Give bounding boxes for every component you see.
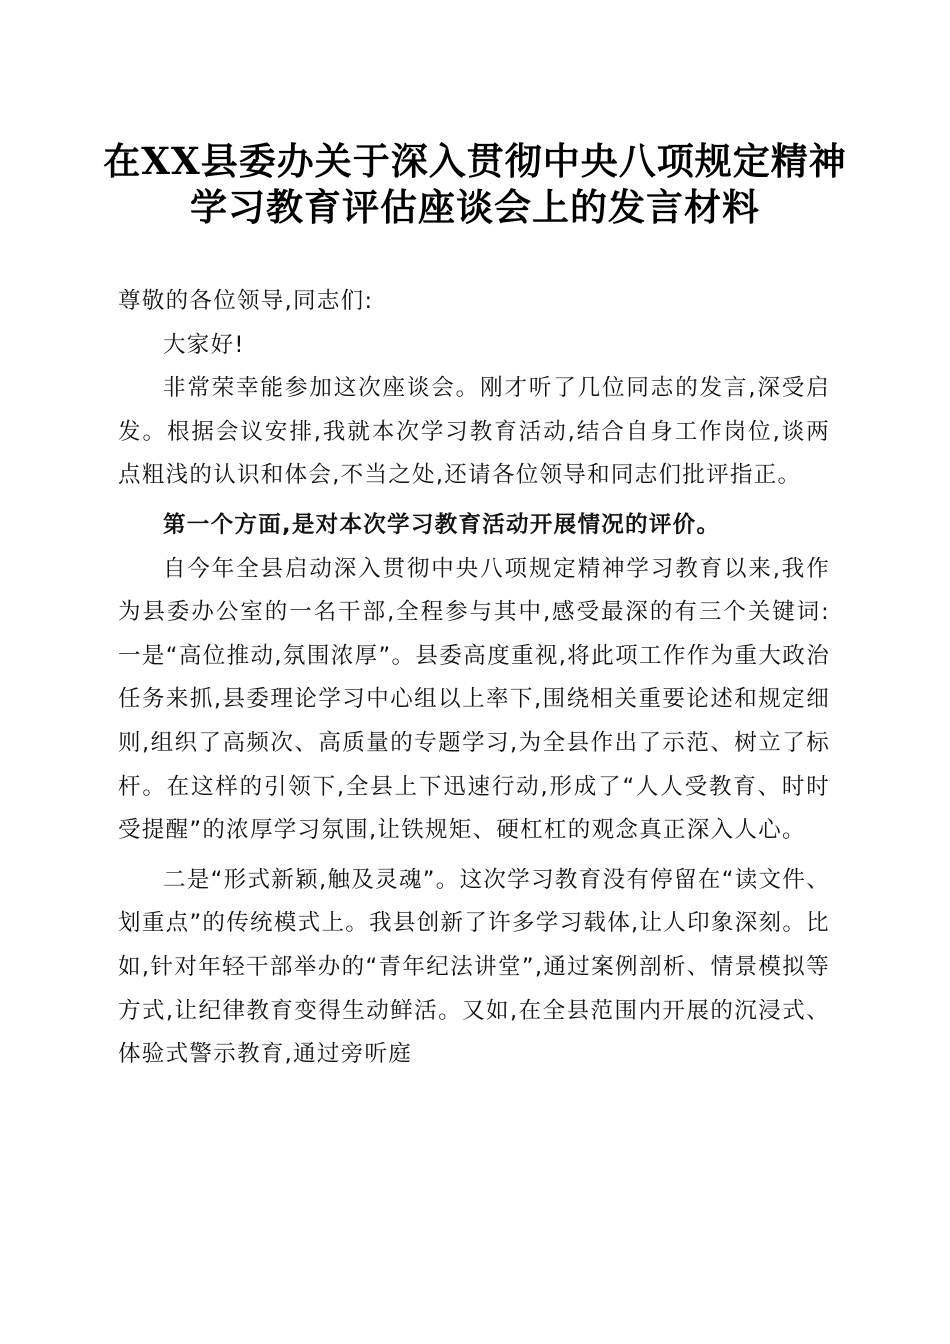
- paragraph-intro: 非常荣幸能参加这次座谈会。刚才听了几位同志的发言,深受启发。根据会议安排,我就本次学习教育活动,结合自身工作岗位,谈两点粗浅的认识和体会,不当之处,还请各位领导和同志们批评指正。: [118, 375, 830, 489]
- title-line-1: 在XX县委办关于深入贯彻中央八项规定精神: [103, 139, 847, 183]
- title-line-2: 学习教育评估座谈会上的发言材料: [190, 185, 760, 229]
- document-body: [118, 280, 830, 1077]
- greeting: 大家好!: [163, 331, 245, 358]
- document-title: [60, 138, 890, 230]
- salutation: 尊敬的各位领导,同志们:: [118, 288, 374, 314]
- section-heading-first-aspect: 第一个方面,是对本次学习教育活动开展情况的评价。: [163, 511, 721, 538]
- paragraph-keyword-two: 二是“形式新颖,触及灵魂”。这次学习教育没有停留在“读文件、划重点”的传统模式上。我县创新了许多学习载体,让人印象深刻。比如,针对年轻干部举办的“青年纪法讲堂”,通过案例剖析、情景模拟等方式,让纪律教育变得生动鲜活。又如,在全县范围内开展的沉浸式、体验式警示教育,通过旁听庭: [118, 866, 830, 1068]
- paragraph-keyword-one: 自今年全县启动深入贯彻中央八项规定精神学习教育以来,我作为县委办公室的一名干部,全程参与其中,感受最深的有三个关键词:一是“高位推动,氛围浓厚”。县委高度重视,将此项工作作为重大政治任务来抓,县委理论学习中心组以上率下,围绕相关重要论述和规定细则,组织了高频次、高质量的专题学习,为全县作出了示范、树立了标杆。在这样的引领下,全县上下迅速行动,形成了“人人受教育、时时受提醒”的浓厚学习氛围,让铁规矩、硬杠杠的观念真正深入人心。: [118, 555, 830, 844]
